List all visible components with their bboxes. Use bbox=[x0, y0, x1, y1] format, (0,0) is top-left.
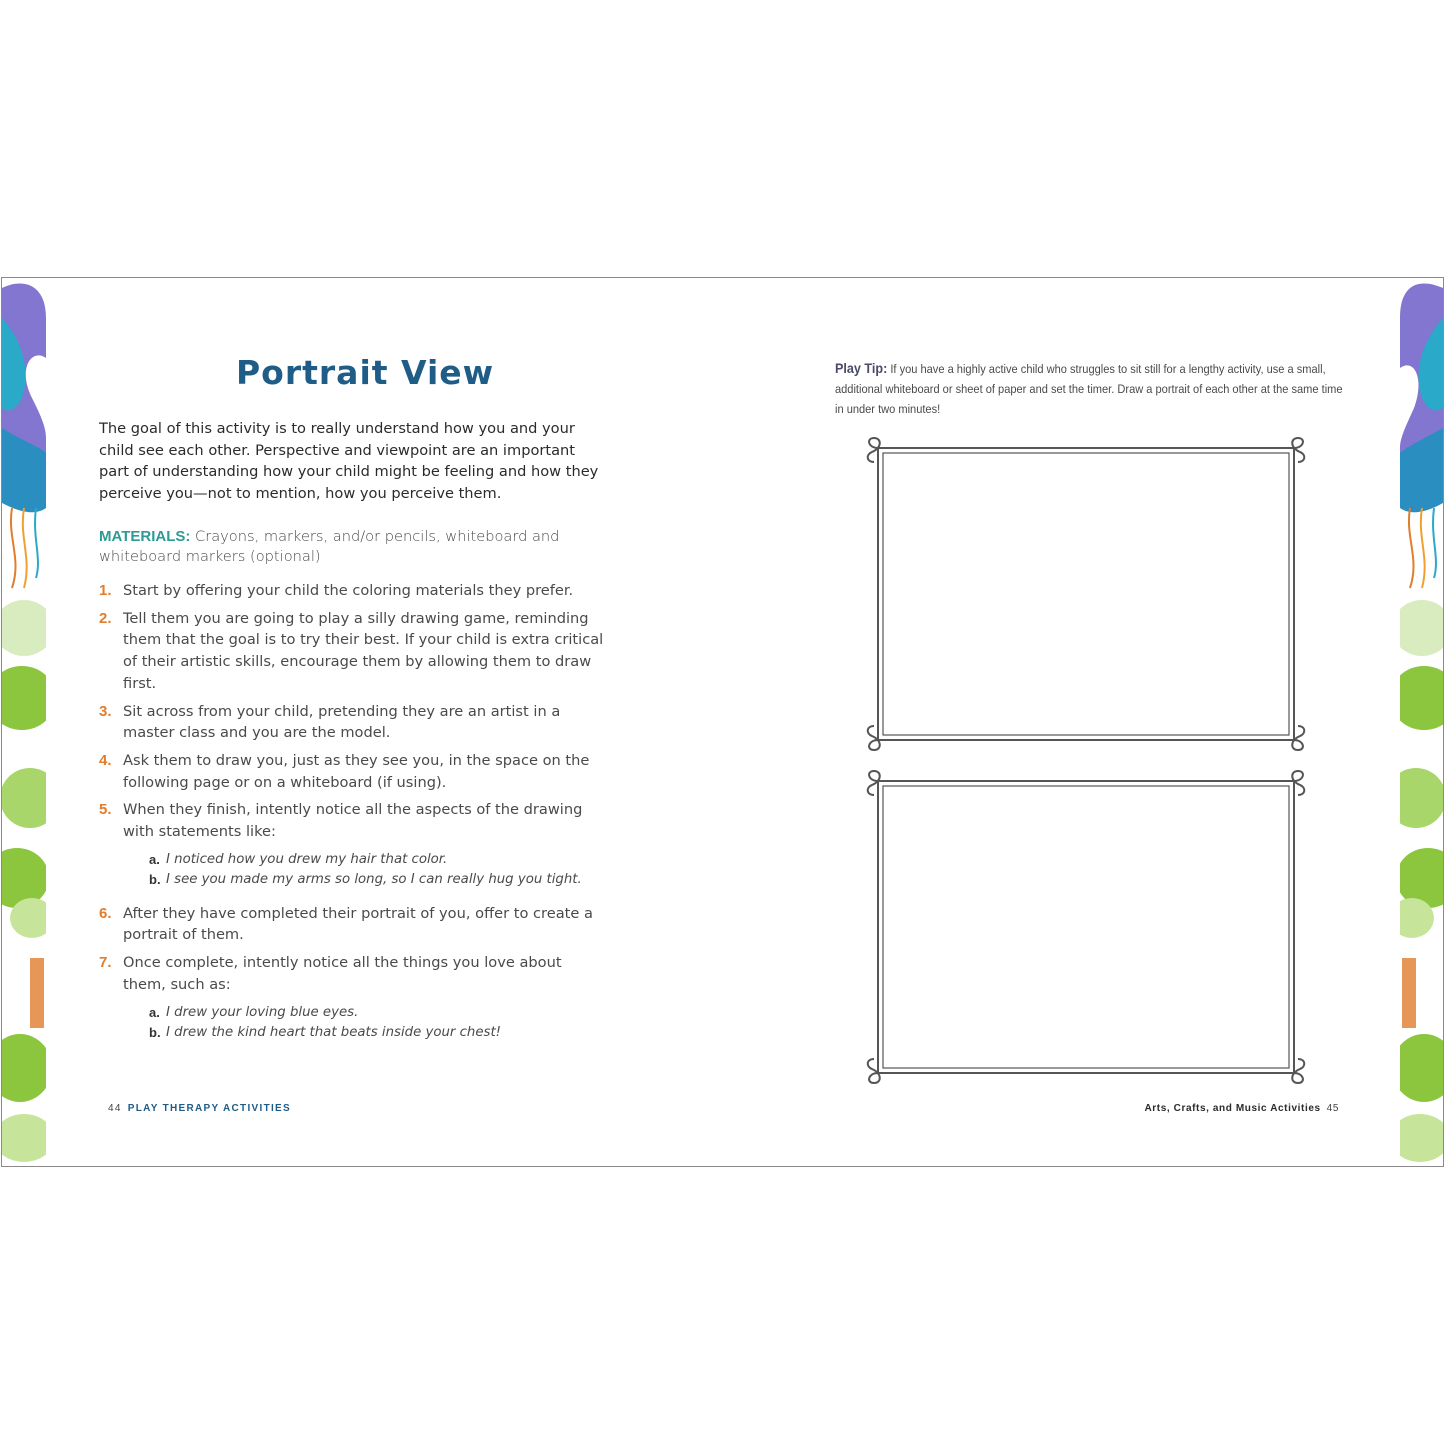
left-edge-illustration bbox=[2, 278, 46, 1166]
sub-text: I drew your loving blue eyes. bbox=[166, 1004, 359, 1020]
drawing-frame-bottom bbox=[864, 767, 1308, 1087]
step-text: Tell them you are going to play a silly drawing game, reminding them that the goal is to try their best. If your child is extra critical of their artistic skills, encourage them by allowing them to draw first. bbox=[123, 609, 604, 692]
left-page-folio bbox=[108, 1103, 291, 1114]
page-number: 45 bbox=[1326, 1103, 1339, 1114]
step-text: When they finish, intently notice all the aspects of the drawing with statements like: bbox=[123, 801, 583, 841]
play-tip-label: Play Tip: bbox=[835, 360, 888, 376]
materials-text: Crayons, markers, and/or pencils, whiteboard and whiteboard markers (optional) bbox=[99, 528, 560, 565]
sub-letter: b. bbox=[149, 872, 161, 888]
page-number: 44 bbox=[108, 1103, 122, 1114]
step-item bbox=[99, 952, 609, 1043]
right-page-folio bbox=[1144, 1103, 1339, 1114]
drawing-frame-top bbox=[864, 434, 1308, 754]
book-spread bbox=[1, 277, 1444, 1167]
sub-text: I see you made my arms so long, so I can really hug you tight. bbox=[166, 872, 582, 888]
right-page bbox=[746, 278, 1399, 1166]
step-item bbox=[99, 799, 609, 890]
step-number: 6. bbox=[99, 904, 112, 922]
running-head: PLAY THERAPY ACTIVITIES bbox=[127, 1103, 291, 1114]
step-number: 5. bbox=[99, 801, 112, 819]
step-text: Once complete, intently notice all the things you love about them, such as: bbox=[123, 954, 562, 993]
sub-item bbox=[149, 850, 609, 871]
running-head: Arts, Crafts, and Music Activities bbox=[1144, 1103, 1321, 1114]
play-tip bbox=[835, 358, 1344, 419]
step-item bbox=[99, 701, 609, 744]
materials-label: MATERIALS: bbox=[99, 528, 191, 545]
sub-letter: a. bbox=[149, 851, 160, 867]
step-number: 3. bbox=[99, 702, 112, 720]
sub-item bbox=[149, 1003, 609, 1024]
step-text: Ask them to draw you, just as they see you, in the space on the following page or on a whiteboard (if using). bbox=[123, 751, 590, 791]
intro-paragraph: The goal of this activity is to really understand how you and your child see each other. Perspective and viewpoint are an important part of understanding how your child might be feeling and how they perceive you—not to mention, how you perceive them. bbox=[99, 420, 599, 503]
right-edge-illustration bbox=[1400, 278, 1443, 1166]
page-title: Portrait View bbox=[236, 353, 495, 392]
sub-item bbox=[149, 870, 609, 891]
step-text: After they have completed their portrait of you, offer to create a portrait of them. bbox=[123, 904, 593, 944]
step-number: 2. bbox=[99, 609, 112, 627]
step-number: 7. bbox=[99, 954, 112, 972]
step-item bbox=[99, 750, 609, 793]
step-text: Start by offering your child the coloring materials they prefer. bbox=[123, 582, 574, 599]
step-item bbox=[99, 608, 609, 695]
step-number: 4. bbox=[99, 751, 112, 769]
step-text: Sit across from your child, pretending they are an artist in a master class and you are the model. bbox=[123, 702, 561, 742]
instruction-steps bbox=[99, 580, 609, 1056]
sub-list bbox=[149, 1003, 609, 1044]
sub-list bbox=[149, 850, 609, 891]
sub-letter: b. bbox=[149, 1025, 161, 1041]
sub-item bbox=[149, 1023, 609, 1044]
materials-paragraph bbox=[99, 527, 599, 566]
sub-letter: a. bbox=[149, 1004, 160, 1020]
sub-text: I drew the kind heart that beats inside your chest! bbox=[166, 1025, 502, 1041]
step-number: 1. bbox=[99, 582, 112, 599]
left-page bbox=[46, 278, 746, 1166]
step-item bbox=[99, 580, 609, 602]
sub-text: I noticed how you drew my hair that color. bbox=[166, 851, 448, 867]
play-tip-text: If you have a highly active child who struggles to sit still for a lengthy activity, use a small, additional whiteboard or sheet of paper and set the timer. Draw a portrait of each other at the same time in under two minutes! bbox=[835, 362, 1343, 416]
step-item bbox=[99, 903, 609, 946]
